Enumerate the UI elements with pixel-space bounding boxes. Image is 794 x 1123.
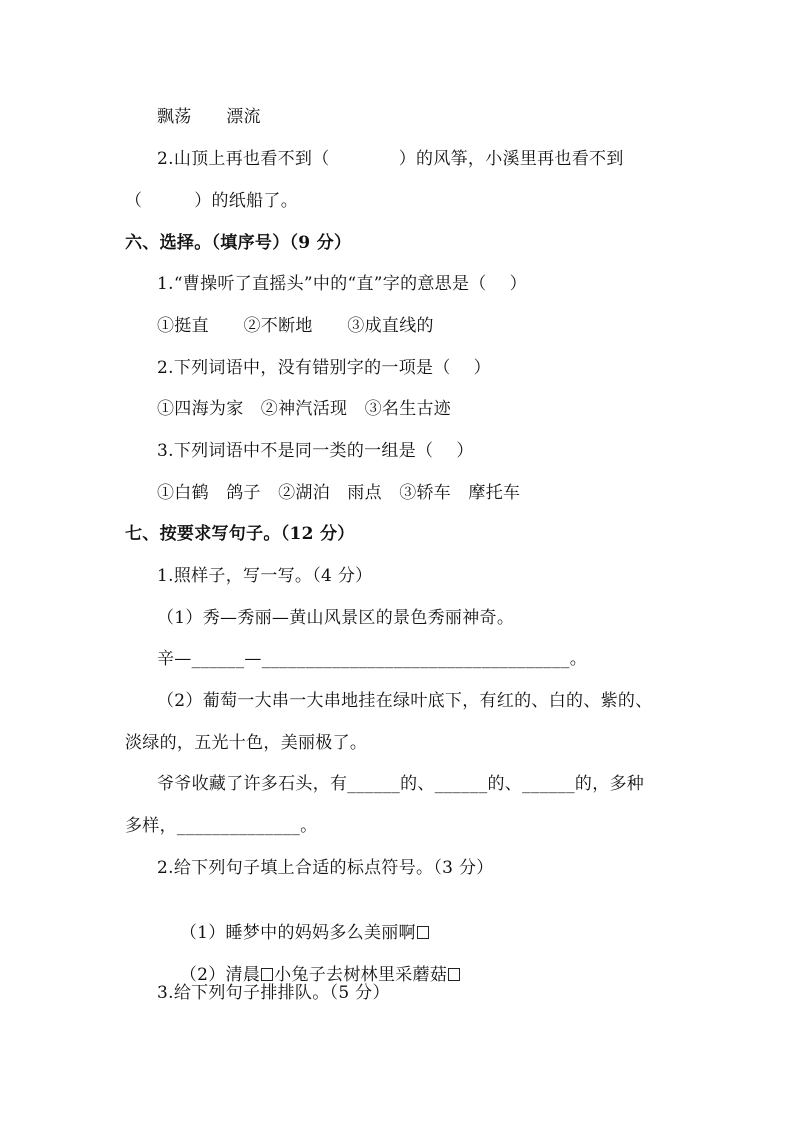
- question-text: 1.“曹操听了直摇头”中的“直”字的意思是（ ）: [157, 274, 527, 294]
- question-text: 2.给下列句子填上合适的标点符号。（3 分）: [157, 858, 494, 878]
- section-heading: 六、选择。（填序号）（9 分）: [125, 233, 352, 253]
- sentence-text: （1）睡梦中的妈妈多么美丽啊: [179, 923, 416, 943]
- answer-options: ①四海为家 ②神汽活现 ③名生古迹: [157, 399, 452, 419]
- sentence-text: 小兔子去树林里采蘑菇: [274, 965, 448, 985]
- answer-line: 辛—______—___________________________________。: [157, 649, 587, 669]
- question-text: 2.山顶上再也看不到（ ）的风筝，小溪里再也看不到: [157, 149, 624, 169]
- example-sentence: 淡绿的，五光十色，美丽极了。: [125, 733, 368, 753]
- answer-options: ①白鹤 鸽子 ②湖泊 雨点 ③轿车 摩托车: [157, 483, 521, 503]
- question-text: （ ）的纸船了。: [125, 191, 298, 211]
- punctuation-box: [448, 968, 460, 981]
- section-heading: 七、按要求写句子。（12 分）: [125, 524, 355, 544]
- question-text: 2.下列词语中，没有错别字的一项是（ ）: [157, 358, 491, 378]
- punctuation-box: [417, 926, 429, 939]
- example-sentence: （1）秀—秀丽—黄山风景区的景色秀丽神奇。: [157, 608, 515, 628]
- sentence-text: （2）清晨: [179, 965, 261, 985]
- answer-line: 多样，______________。: [125, 816, 318, 836]
- punctuation-box: [261, 968, 273, 981]
- answer-options: ①挺直 ②不断地 ③成直线的: [157, 316, 434, 336]
- question-text: 3.给下列句子排排队。（5 分）: [157, 983, 390, 1003]
- word-pair: 飘荡 漂流: [157, 107, 261, 127]
- answer-line: 爷爷收藏了许多石头，有______的、______的、______的，多种: [157, 774, 645, 794]
- question-text: 3.下列词语中不是同一类的一组是（ ）: [157, 441, 474, 461]
- question-text: 1.照样子，写一写。（4 分）: [157, 566, 373, 586]
- example-sentence: （2）葡萄一大串一大串地挂在绿叶底下，有红的、白的、紫的、: [157, 691, 653, 711]
